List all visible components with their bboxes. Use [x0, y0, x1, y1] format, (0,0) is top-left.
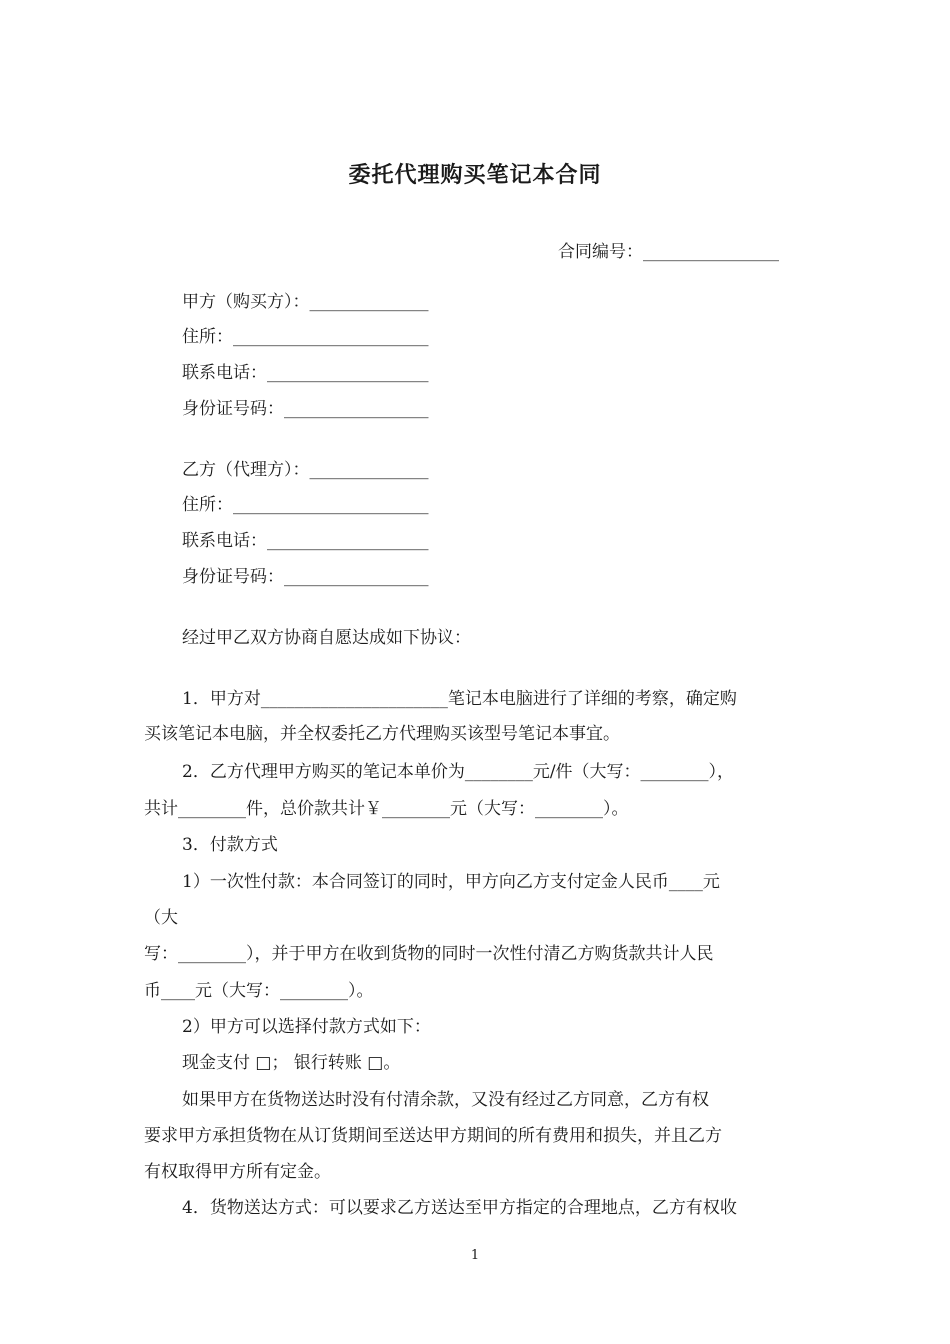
party-b-phone: 联系电话：___________________ [182, 531, 429, 551]
party-a-address: 住所：_______________________ [182, 327, 429, 347]
clause-line: （大 [144, 908, 178, 928]
party-b-name: 乙方（代理方）：______________ [182, 460, 429, 480]
clause-line: 3．付款方式 [182, 835, 278, 855]
clause-line: 1．甲方对______________________笔记本电脑进行了详细的考察，确定购 [182, 689, 737, 709]
party-b-address: 住所：_______________________ [182, 495, 429, 515]
clause-line: 写：________），并于甲方在收到货物的同时一次性付清乙方购货款共计人民 [144, 944, 714, 964]
clause-line: 买该笔记本电脑，并全权委托乙方代理购买该型号笔记本事宜。 [144, 724, 620, 744]
clause-line: 有权取得甲方所有定金。 [144, 1162, 331, 1182]
party-a-name: 甲方（购买方）：______________ [182, 292, 429, 312]
clause-line: 1）一次性付款：本合同签订的同时，甲方向乙方支付定金人民币____元 [182, 872, 720, 892]
clause-line: 共计________件，总价款共计￥________元（大写：________）。 [144, 799, 629, 819]
party-b-id: 身份证号码：_________________ [182, 567, 429, 587]
payment-options: 现金支付 □； 银行转账 □。 [182, 1053, 401, 1073]
party-a-id: 身份证号码：_________________ [182, 399, 429, 419]
agreement-intro: 经过甲乙双方协商自愿达成如下协议： [182, 628, 471, 648]
document-title: 委托代理购买笔记本合同 [348, 162, 602, 188]
clause-line: 2）甲方可以选择付款方式如下： [182, 1017, 431, 1037]
clause-line: 币____元（大写：________）。 [144, 981, 374, 1001]
clause-line: 2．乙方代理甲方购买的笔记本单价为________元/件（大写：________）， [182, 762, 735, 782]
clause-line: 要求甲方承担货物在从订货期间至送达甲方期间的所有费用和损失，并且乙方 [144, 1126, 722, 1146]
page-number: 1 [470, 1248, 480, 1263]
clause-line: 如果甲方在货物送达时没有付清余款，又没有经过乙方同意，乙方有权 [182, 1090, 709, 1110]
contract-number-field: 合同编号：________________ [558, 242, 779, 262]
clause-line: 4．货物送达方式：可以要求乙方送达至甲方指定的合理地点，乙方有权收 [182, 1198, 737, 1218]
party-a-phone: 联系电话：___________________ [182, 363, 429, 383]
